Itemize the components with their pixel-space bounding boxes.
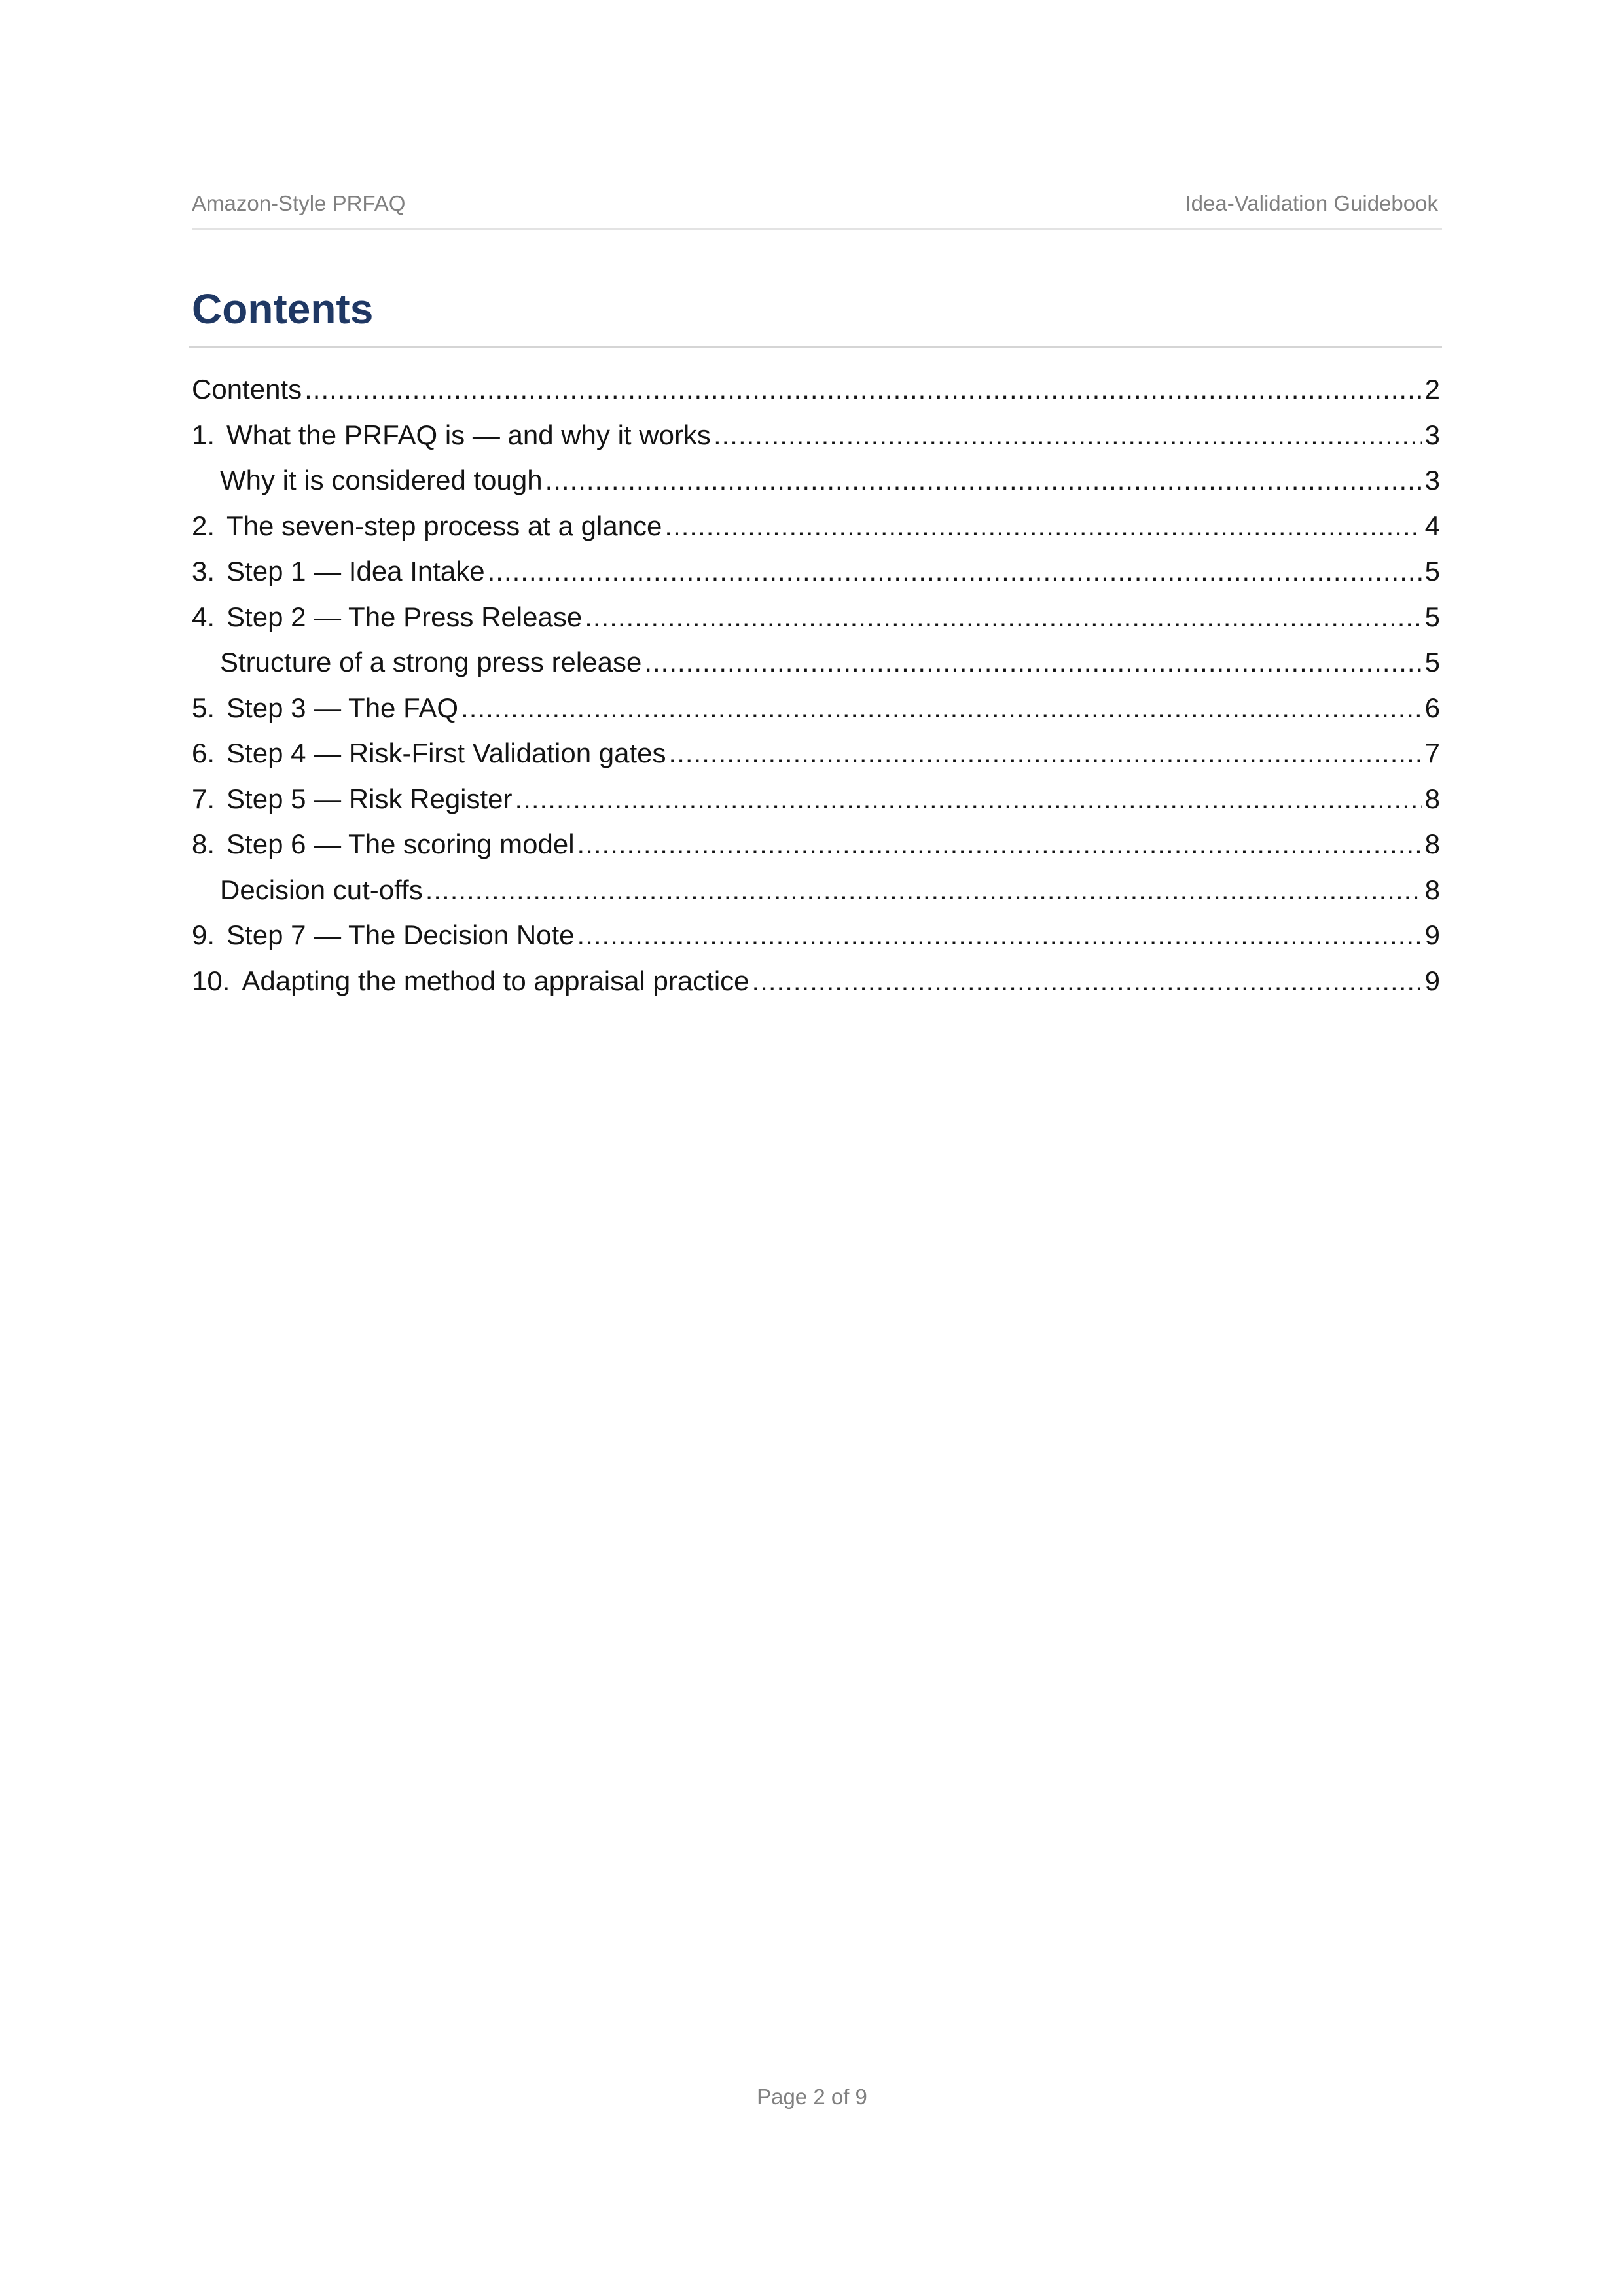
toc-entry-number: 10.: [192, 965, 230, 996]
page-title: Contents: [192, 285, 374, 332]
toc-entry-number: 8.: [192, 829, 215, 859]
toc-entry-number: 5.: [192, 692, 215, 723]
toc-entry[interactable]: [192, 503, 1440, 549]
dot-leader: [425, 867, 1422, 913]
dot-leader: [488, 548, 1422, 594]
header-guidebook-title: Idea-Validation Guidebook: [1185, 191, 1438, 215]
toc-subentry[interactable]: [192, 867, 1440, 913]
toc-entry[interactable]: [192, 594, 1440, 640]
toc-entry-number: 2.: [192, 510, 215, 541]
toc-entry[interactable]: [192, 367, 1440, 412]
toc-entry[interactable]: [192, 685, 1440, 731]
table-of-contents: [192, 367, 1440, 1003]
toc-entry-number: 7.: [192, 783, 215, 814]
toc-entry[interactable]: [192, 412, 1440, 458]
toc-entry[interactable]: [192, 821, 1440, 867]
dot-leader: [545, 457, 1422, 503]
toc-entry-page-number: 8: [1424, 783, 1440, 814]
toc-entry[interactable]: [192, 730, 1440, 776]
toc-entry[interactable]: [192, 958, 1440, 1004]
toc-entry-title: Step 5 — Risk Register: [226, 783, 513, 814]
toc-entry-page-number: 8: [1424, 874, 1440, 905]
dot-leader: [752, 958, 1422, 1004]
toc-entry-page-number: 9: [1424, 965, 1440, 996]
toc-entry-page-number: 5: [1424, 647, 1440, 677]
toc-subentry[interactable]: [192, 639, 1440, 685]
heading-divider: [189, 346, 1442, 348]
dot-leader: [664, 503, 1422, 549]
toc-entry-page-number: 2: [1424, 374, 1440, 404]
toc-entry-number: 4.: [192, 601, 215, 632]
dot-leader: [515, 776, 1422, 822]
toc-entry-title: Step 4 — Risk-First Validation gates: [226, 738, 666, 768]
toc-entry-title: Step 1 — Idea Intake: [226, 556, 485, 586]
toc-entry-page-number: 8: [1424, 829, 1440, 859]
toc-entry-page-number: 4: [1424, 510, 1440, 541]
toc-entry-title: Adapting the method to appraisal practice: [242, 965, 749, 996]
toc-entry-page-number: 3: [1424, 419, 1440, 450]
dot-leader: [713, 412, 1422, 458]
toc-entry[interactable]: [192, 912, 1440, 958]
toc-entry-page-number: 7: [1424, 738, 1440, 768]
toc-entry-title: Step 2 — The Press Release: [226, 601, 583, 632]
toc-entry-title: Step 7 — The Decision Note: [226, 920, 575, 950]
toc-entry-title: The seven-step process at a glance: [226, 510, 662, 541]
toc-entry-number: 1.: [192, 419, 215, 450]
toc-entry-number: 6.: [192, 738, 215, 768]
toc-entry-page-number: 6: [1424, 692, 1440, 723]
toc-entry-number: 3.: [192, 556, 215, 586]
toc-entry-title: Step 6 — The scoring model: [226, 829, 575, 859]
toc-entry-title: What the PRFAQ is — and why it works: [226, 419, 711, 450]
toc-entry[interactable]: [192, 776, 1440, 822]
running-header: [192, 190, 1442, 230]
header-document-title: Amazon-Style PRFAQ: [192, 191, 406, 215]
toc-entry-title: Contents: [192, 374, 302, 404]
toc-entry-page-number: 5: [1424, 556, 1440, 586]
page-number-footer: Page 2 of 9: [757, 2085, 867, 2109]
dot-leader: [304, 367, 1422, 412]
toc-subentry[interactable]: [192, 457, 1440, 503]
dot-leader: [585, 594, 1422, 640]
toc-entry-title: Decision cut-offs: [220, 874, 423, 905]
toc-entry-title: Structure of a strong press release: [220, 647, 642, 677]
toc-entry-page-number: 9: [1424, 920, 1440, 950]
dot-leader: [461, 685, 1422, 731]
dot-leader: [577, 821, 1422, 867]
toc-entry-page-number: 3: [1424, 465, 1440, 495]
toc-entry[interactable]: [192, 548, 1440, 594]
dot-leader: [644, 639, 1422, 685]
dot-leader: [577, 912, 1422, 958]
dot-leader: [669, 730, 1422, 776]
toc-entry-title: Step 3 — The FAQ: [226, 692, 459, 723]
toc-entry-page-number: 5: [1424, 601, 1440, 632]
toc-entry-number: 9.: [192, 920, 215, 950]
toc-entry-title: Why it is considered tough: [220, 465, 543, 495]
